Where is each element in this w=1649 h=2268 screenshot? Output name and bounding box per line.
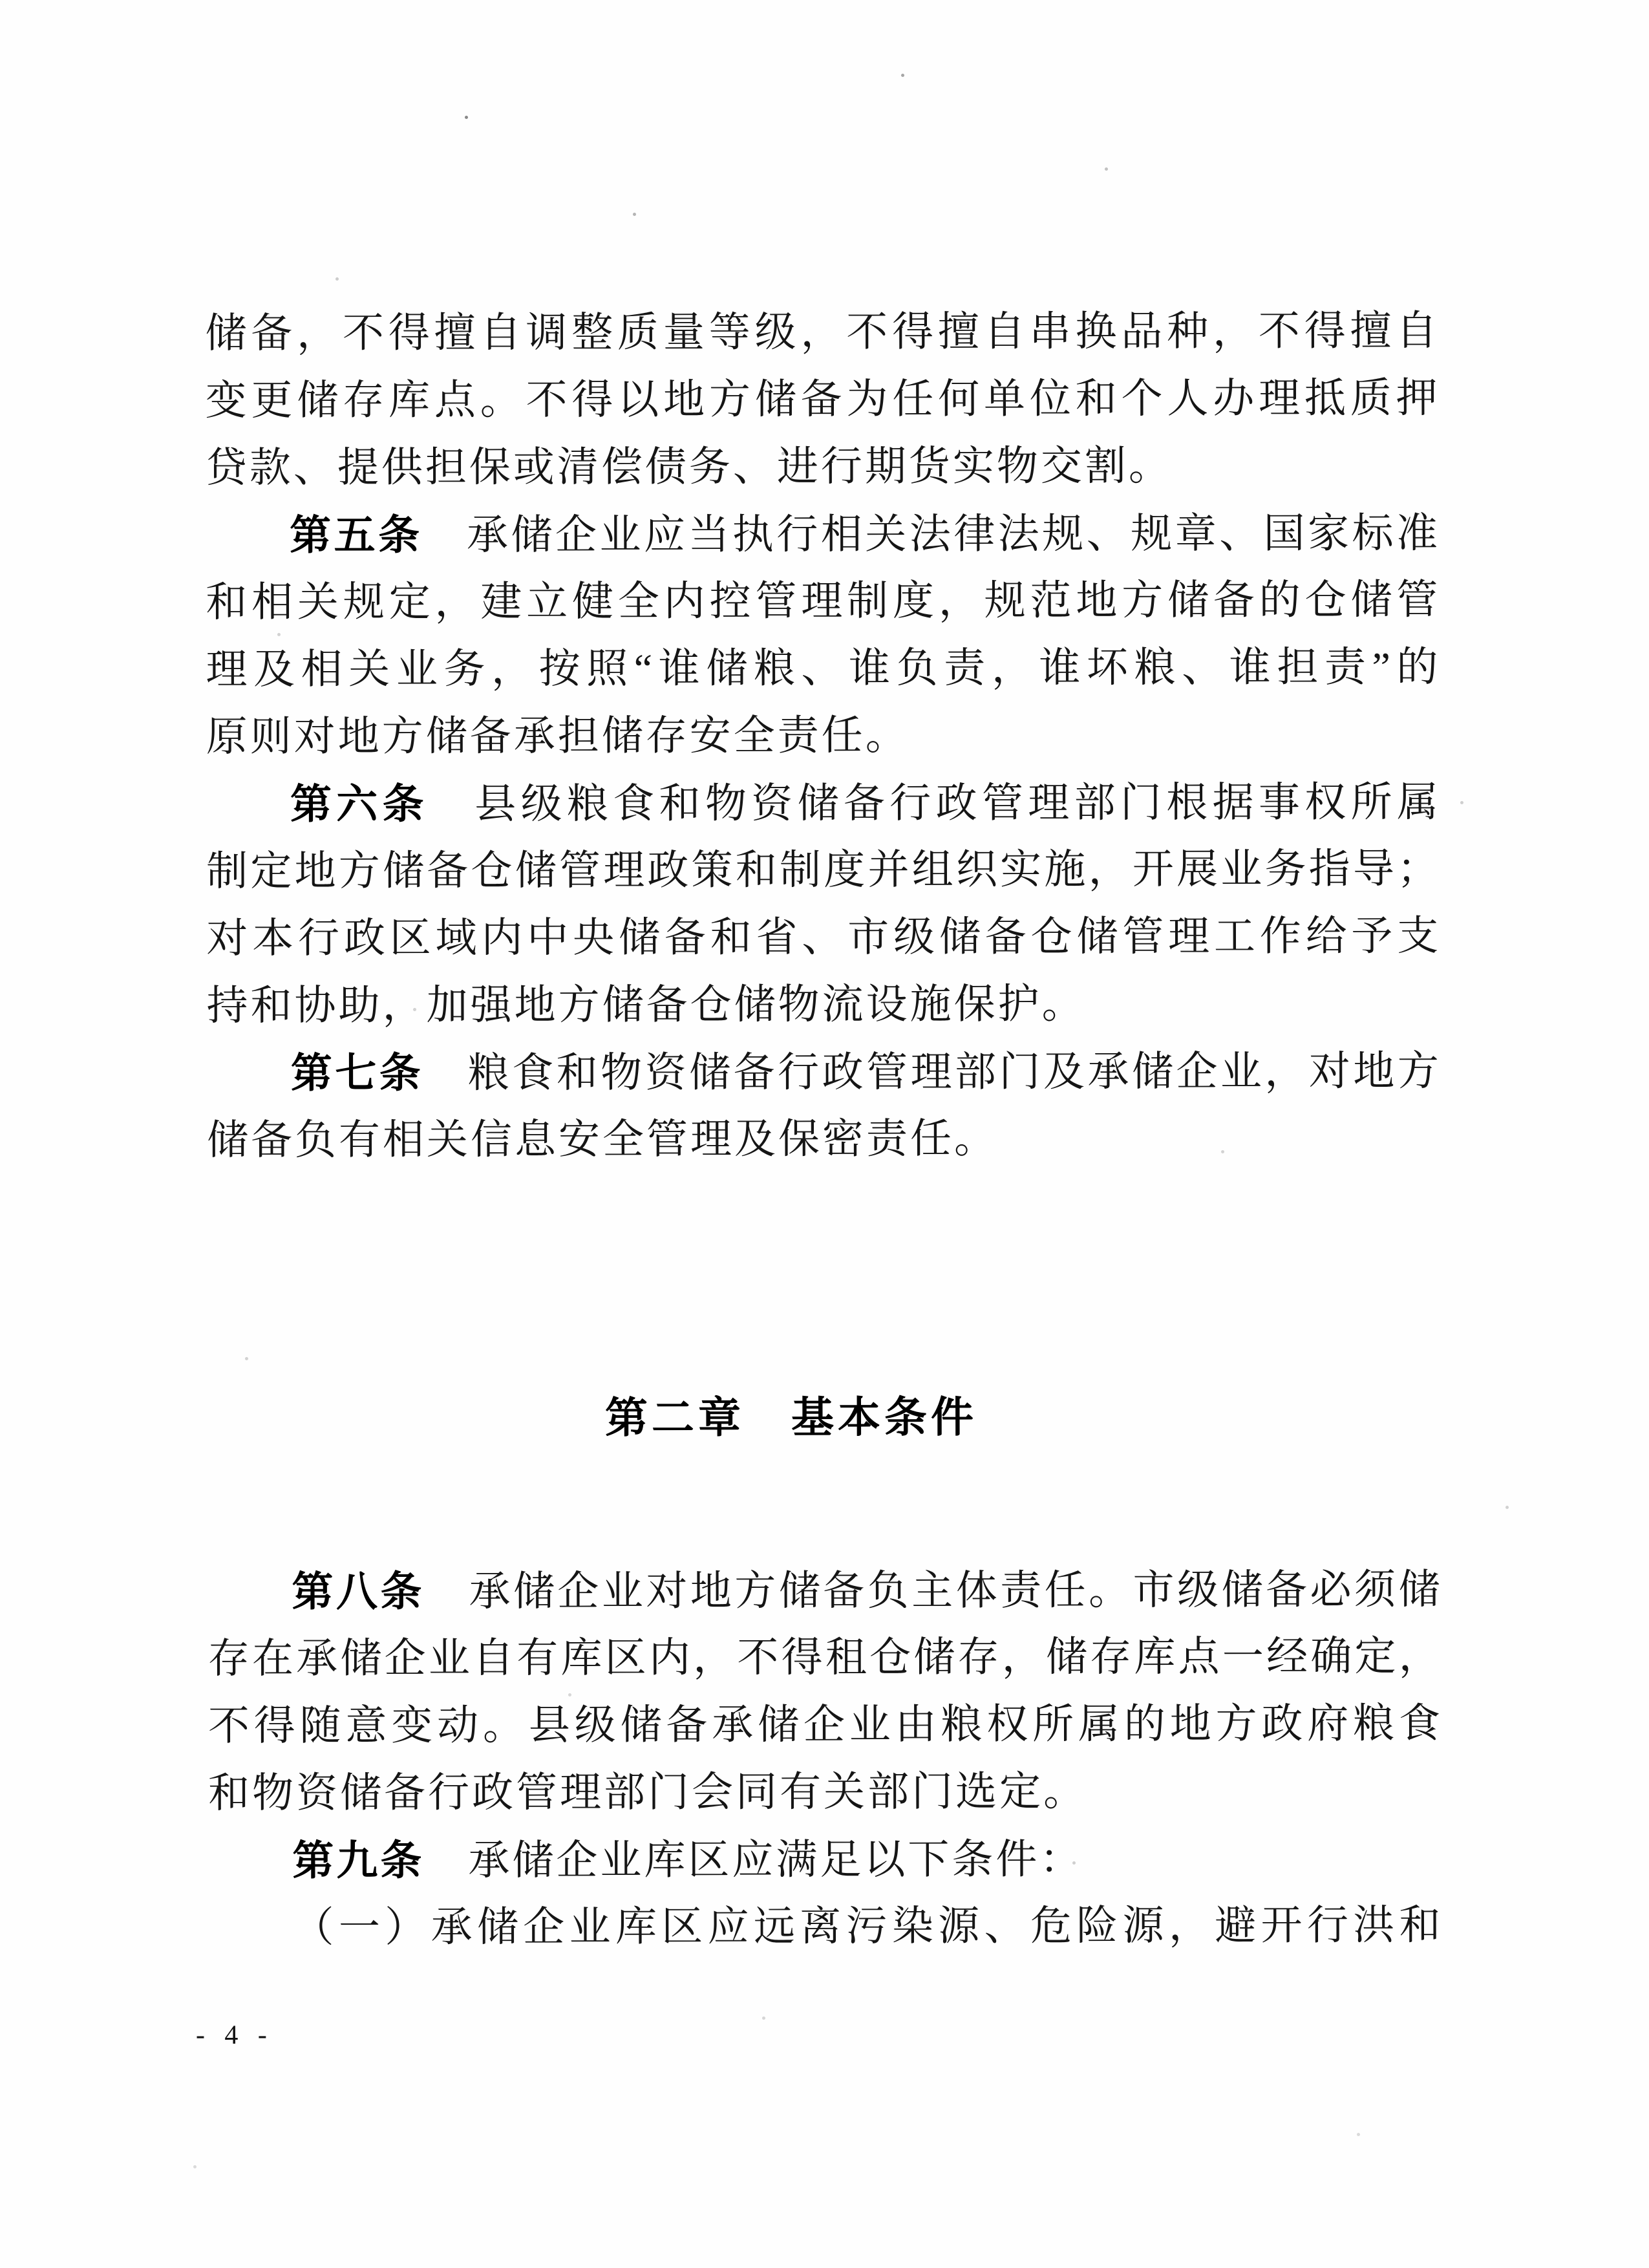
line-text: 和相关规定，建立健全内控管理制度，规范地方储备的仓储管 bbox=[206, 577, 1441, 626]
text-line bbox=[206, 903, 1441, 972]
line-text: 和物资储备行政管理部门会同有关部门选定。 bbox=[208, 1768, 1088, 1816]
text-line bbox=[206, 835, 1441, 905]
article-number-label: 第九条 bbox=[292, 1837, 425, 1884]
line-text: 储备负有相关信息安全管理及保密责任。 bbox=[206, 1115, 999, 1164]
article-number-label: 第八条 bbox=[292, 1568, 425, 1615]
text-line-list-item bbox=[208, 1892, 1443, 1962]
line-text: 粮食和物资储备行政管理部门及承储企业，对地方 bbox=[423, 1048, 1442, 1097]
line-text: 承储企业应当执行相关法律法规、规章、国家标准 bbox=[422, 510, 1441, 559]
line-text: 县级粮食和物资储备行政管理部门根据事权所属 bbox=[428, 779, 1442, 828]
article-number-label: 第五条 bbox=[289, 511, 423, 559]
line-text: 变更储存库点。不得以地方储备为任何单位和个人办理抵质押 bbox=[205, 375, 1440, 424]
text-line bbox=[205, 297, 1440, 367]
line-text: 储备，不得擅自调整质量等级，不得擅自串换品种，不得擅自 bbox=[205, 308, 1440, 357]
text-line bbox=[206, 566, 1440, 636]
page-number: - 4 - bbox=[195, 2020, 273, 2051]
article-number-label: 第七条 bbox=[290, 1049, 424, 1097]
text-line bbox=[208, 1757, 1443, 1827]
text-line bbox=[206, 701, 1441, 771]
text-line-article-start bbox=[208, 1824, 1443, 1894]
line-text: 存在承储企业自有库区内，不得租仓储存，储存库点一经确定， bbox=[207, 1632, 1443, 1682]
line-text: 承储企业对地方储备负主体责任。市级储备必须储 bbox=[424, 1566, 1443, 1615]
text-line bbox=[206, 634, 1440, 703]
body-text-block-upper bbox=[205, 297, 1442, 1174]
line-text: 不得随意变动。县级储备承储企业由粮权所属的地方政府粮食 bbox=[207, 1700, 1443, 1749]
line-text: 持和协助，加强地方储备仓储物流设施保护。 bbox=[206, 981, 1086, 1029]
line-text: 原则对地方储备承担储存安全责任。 bbox=[206, 712, 910, 760]
text-line bbox=[208, 1623, 1443, 1693]
line-text: 理及相关业务，按照“谁储粮、谁负责，谁坏粮、谁担责”的 bbox=[206, 644, 1441, 693]
text-line bbox=[206, 432, 1440, 502]
text-line bbox=[206, 970, 1441, 1040]
text-line bbox=[207, 1104, 1442, 1174]
line-text: 贷款、提供担保或清偿债务、进行期货实物交割。 bbox=[205, 442, 1173, 491]
line-text: 制定地方储备仓储管理政策和制度并组织实施，开展业务指导； bbox=[206, 846, 1442, 895]
article-number-label: 第六条 bbox=[290, 780, 429, 828]
line-text: 承储企业库区应满足以下条件： bbox=[424, 1836, 1084, 1884]
text-line-article-start bbox=[207, 1037, 1442, 1107]
line-text: 对本行政区域内中央储备和省、市级储备仓储管理工作给予支 bbox=[206, 913, 1442, 962]
text-line-article-start bbox=[207, 1556, 1442, 1625]
body-text-block-lower bbox=[207, 1556, 1443, 1962]
text-line-article-start bbox=[206, 499, 1440, 569]
text-line bbox=[206, 365, 1440, 434]
text-line-article-start bbox=[206, 768, 1441, 838]
chapter-heading: 第二章 基本条件 bbox=[604, 1393, 977, 1442]
line-text: （一）承储企业库区应远离污染源、危险源，避开行洪和 bbox=[292, 1901, 1443, 1951]
text-line bbox=[208, 1690, 1443, 1760]
